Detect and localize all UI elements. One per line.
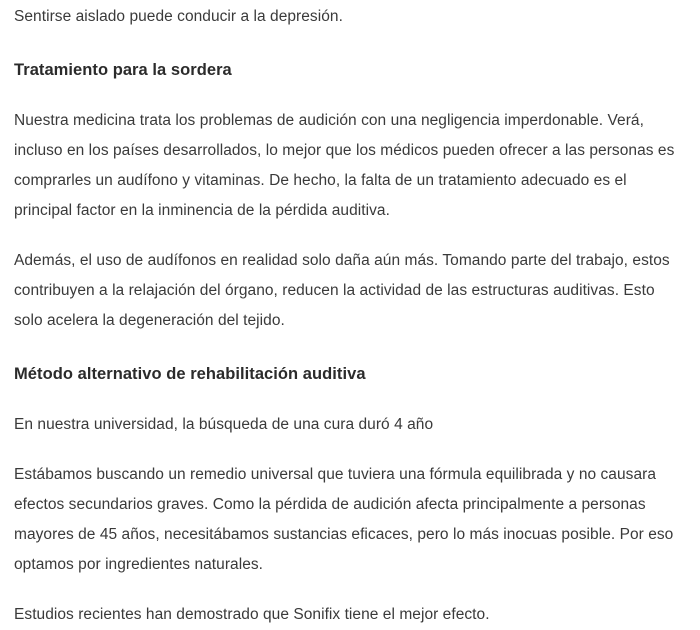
paragraph-metodo-2: Estábamos buscando un remedio universal que tuviera una fórmula equilibrada y no causara efectos secundarios graves. Como la pérdida de audición afecta principalmente a personas mayores de 45 años, necesitábamos sustancias eficaces, pero lo más inocuas posible. Por eso optamos por ingredientes naturales. bbox=[14, 466, 674, 573]
paragraph-tratamiento-2: Además, el uso de audífonos en realidad solo daña aún más. Tomando parte del trabajo, estos contribuyen a la relajación del órgano, reducen la actividad de las estructuras auditivas. Esto solo acelera la degeneración del tejido. bbox=[14, 252, 670, 329]
section-heading-metodo: Método alternativo de rehabilitación auditiva bbox=[14, 365, 366, 383]
paragraph-estudios: Estudios recientes han demostrado que Sonifix tiene el mejor efecto. bbox=[14, 606, 490, 623]
paragraph-tratamiento-1: Nuestra medicina trata los problemas de audición con una negligencia imperdonable. Verá, incluso en los países desarrollados, lo mejor que los médicos pueden ofrecer a las personas es comprarles un audífono y vitaminas. De hecho, la falta de un tratamiento adecuado es el principal factor en la inminencia de la pérdida auditiva. bbox=[14, 112, 675, 219]
section-heading-tratamiento: Tratamiento para la sordera bbox=[14, 61, 232, 79]
paragraph-intro: Sentirse aislado puede conducir a la depresión. bbox=[14, 8, 343, 25]
article-body bbox=[0, 2, 700, 630]
paragraph-metodo-1: En nuestra universidad, la búsqueda de una cura duró 4 año bbox=[14, 416, 434, 433]
